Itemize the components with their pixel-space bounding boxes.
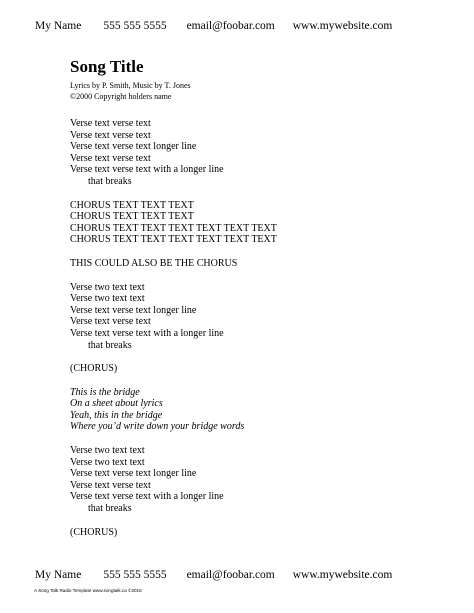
lyric-line: Verse text verse text xyxy=(70,316,151,328)
alt-chorus-line: THIS COULD ALSO BE THE CHORUS xyxy=(70,257,238,269)
song-credits xyxy=(70,80,430,102)
contact-header xyxy=(35,20,454,32)
copyright-line: ©2000 Copyright holders name xyxy=(70,92,172,101)
chorus xyxy=(70,200,430,246)
contact-footer xyxy=(35,569,454,581)
bridge-line: Where you’d write down your bridge words xyxy=(70,421,245,433)
lyric-line: Verse two text text xyxy=(70,445,145,457)
chorus-reference-1 xyxy=(70,363,430,375)
lyric-line: Verse text verse text with a longer line xyxy=(70,327,224,339)
lyric-sheet xyxy=(70,57,430,538)
footer-email: email@foobar.com xyxy=(186,569,275,581)
footer-name: My Name xyxy=(35,569,82,581)
lyric-line: Verse text verse text longer line xyxy=(70,304,197,316)
lyric-line-continuation: that breaks xyxy=(88,339,132,351)
lyric-line: Verse two text text xyxy=(70,456,145,468)
verse-1 xyxy=(70,118,430,188)
lyric-line: Verse text verse text longer line xyxy=(70,141,197,153)
lyric-line: Verse text verse text with a longer line xyxy=(70,164,224,176)
chorus-line: CHORUS TEXT TEXT TEXT TEXT TEXT TEXT xyxy=(70,234,277,246)
credits-line: Lyrics by P. Smith, Music by T. Jones xyxy=(70,81,191,90)
lyric-line: Verse text verse text longer line xyxy=(70,468,197,480)
footer-phone: 555 555 5555 xyxy=(103,569,167,581)
lyric-line: Verse text verse text xyxy=(70,118,151,129)
header-name: My Name xyxy=(35,20,82,32)
bridge xyxy=(70,387,430,433)
header-website: www.mywebsite.com xyxy=(292,20,393,32)
lyric-line: Verse text verse text xyxy=(70,479,151,491)
lyric-line: Verse two text text xyxy=(70,281,145,293)
template-note: A Song Talk Radio Template www.songtalk.ca ©2016 xyxy=(34,588,142,593)
lyric-line: Verse text verse text xyxy=(70,129,151,141)
song-title: Song Title xyxy=(70,57,144,76)
lyric-line-continuation: that breaks xyxy=(88,175,132,187)
chorus-reference: (CHORUS) xyxy=(70,526,118,538)
lyric-line: Verse text verse text xyxy=(70,152,151,164)
verse-2 xyxy=(70,282,430,352)
header-phone: 555 555 5555 xyxy=(103,20,167,32)
chorus-line: CHORUS TEXT TEXT TEXT xyxy=(70,211,194,223)
alt-chorus xyxy=(70,258,430,270)
footer-website: www.mywebsite.com xyxy=(292,569,393,581)
lyric-line: Verse text verse text with a longer line xyxy=(70,491,224,503)
chorus-reference-2 xyxy=(70,527,430,539)
verse-3 xyxy=(70,445,430,515)
chorus-line: CHORUS TEXT TEXT TEXT TEXT TEXT TEXT xyxy=(70,222,277,234)
lyric-line-continuation: that breaks xyxy=(88,503,132,515)
bridge-line: On a sheet about lyrics xyxy=(70,398,163,410)
chorus-line: CHORUS TEXT TEXT TEXT xyxy=(70,199,194,211)
bridge-line: This is the bridge xyxy=(70,386,140,398)
lyric-line: Verse two text text xyxy=(70,293,145,305)
bridge-line: Yeah, this in the bridge xyxy=(70,409,163,421)
chorus-reference: (CHORUS) xyxy=(70,363,118,375)
header-email: email@foobar.com xyxy=(186,20,275,32)
